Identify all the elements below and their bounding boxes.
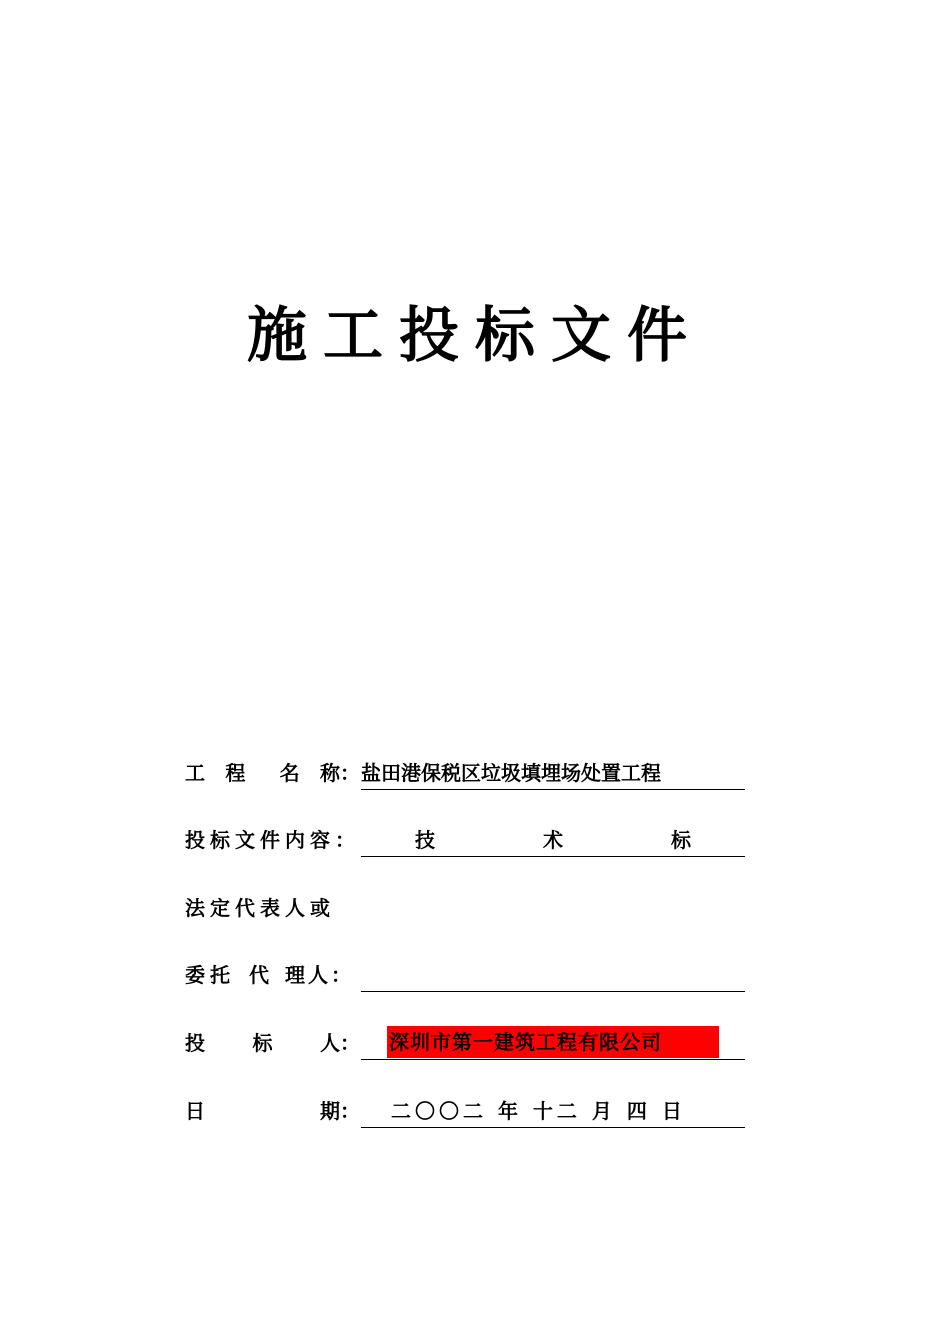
bid-content-label: 投标文件内容： <box>185 828 360 852</box>
project-name-label <box>185 756 360 790</box>
label-part: 人： <box>320 1031 360 1055</box>
bidder-value: 深圳市第一建筑工程有限公司 <box>387 1026 719 1058</box>
label-part: 标 <box>252 1031 273 1055</box>
project-name-value: 盐田港保税区垃圾填埋场处置工程 <box>361 761 661 785</box>
label-part: 代 <box>249 963 269 987</box>
bid-content-value <box>361 823 745 857</box>
label-part: 理人： <box>285 963 354 987</box>
agent-value-line[interactable] <box>361 958 745 992</box>
date-value-line[interactable] <box>361 1094 745 1128</box>
label-part: 工 <box>185 761 205 785</box>
value-part: 技 <box>415 828 435 852</box>
label-part: 称： <box>319 761 360 785</box>
date-value: 二〇〇二 年 十二 月 四 日 <box>391 1099 686 1123</box>
label-part: 名 <box>279 761 300 785</box>
value-part: 术 <box>543 828 563 852</box>
label-part: 日 <box>185 1099 205 1123</box>
date-label <box>185 1094 360 1128</box>
bidder-value-line[interactable] <box>361 1026 745 1060</box>
value-part: 标 <box>671 828 691 852</box>
legal-rep-label: 法定代表人或 <box>185 896 335 920</box>
bidder-label <box>185 1026 360 1060</box>
project-name-value-line[interactable] <box>361 756 745 790</box>
label-part: 程 <box>225 761 246 785</box>
agent-label <box>185 958 360 992</box>
bid-content-value-line[interactable] <box>361 823 745 857</box>
label-part: 期： <box>320 1099 360 1123</box>
label-part: 委托 <box>185 963 235 987</box>
document-title: 施工投标文件 <box>247 301 703 371</box>
label-part: 投 <box>185 1031 205 1055</box>
